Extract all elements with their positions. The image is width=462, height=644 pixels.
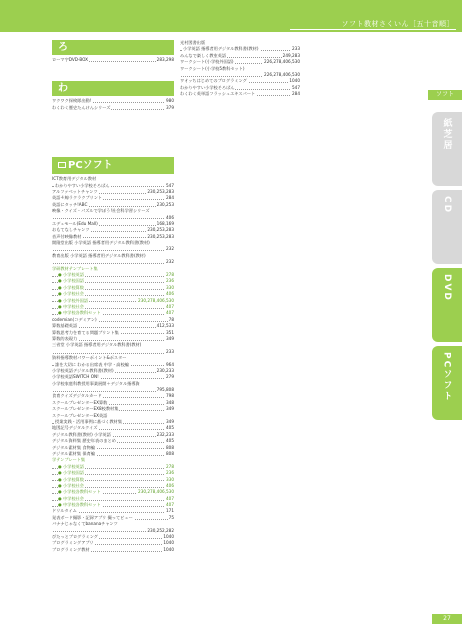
header-title: ソフト教材さくいん［五十音順］	[341, 20, 454, 28]
entry-page: 407	[166, 303, 174, 309]
entry-title: ローマ字DVD-BOX	[52, 57, 89, 62]
entry-page: 278	[166, 463, 174, 469]
index-entry	[52, 57, 174, 63]
index-entry	[52, 105, 174, 111]
entry-page: 230,233	[156, 367, 174, 373]
entry-page: 230,278,406,530	[138, 297, 174, 303]
header-bar	[0, 0, 462, 32]
entry-title	[52, 259, 53, 264]
entry-page: 283,298	[156, 57, 174, 62]
index-column-left	[52, 40, 174, 553]
entry-title: ● 中学校各教科セット	[58, 310, 101, 316]
section-header-ro: ろ	[52, 40, 174, 55]
tab-pc-soft[interactable]	[432, 346, 462, 420]
entry-page: 406	[166, 482, 174, 488]
entry-title	[52, 349, 53, 354]
entry-title: プログラミング教材	[52, 546, 90, 552]
entry-page: 980	[166, 98, 174, 104]
index-column-middle	[180, 40, 300, 98]
entry-title: ワークシート(小学校5教科セット)	[180, 65, 245, 71]
tab-kamishibai[interactable]	[432, 112, 462, 186]
entry-page: 230,253,283	[147, 188, 174, 194]
header-rule	[290, 29, 456, 30]
entry-title: 小学校英語SWITCH ON!	[52, 374, 99, 380]
entry-page: 547	[292, 84, 300, 90]
entry-page: 236	[166, 470, 174, 476]
entry-title: アルファベットチャンツ	[52, 188, 98, 194]
entry-title: ● 小学校国語	[58, 470, 84, 476]
entry-page: 230,253,283	[147, 227, 174, 233]
entry-title	[52, 215, 53, 220]
entry-page: 171	[166, 508, 174, 514]
entry-title: ぴたっとプログラミング	[52, 534, 98, 540]
entry-page: 279	[166, 374, 174, 380]
section-title-pc: PCソフト	[68, 160, 113, 172]
entry-title: 小学校家庭科教授用事業展開＋デジタル指導資	[52, 380, 140, 386]
entry-title: スクールプレゼンターEX算数	[52, 399, 108, 405]
entry-title: ● 小学校社会	[58, 482, 84, 488]
entry-title: みんなで楽しく教室英語	[180, 52, 227, 58]
entry-page: 1040	[163, 546, 174, 552]
entry-title: ● 中学校社会	[58, 303, 84, 309]
entry-page: 284	[166, 195, 174, 201]
entry-title: 光村図書出版	[180, 40, 206, 45]
entry-title: 教育出版 小学英語 指導者用デジタル教科書(教材)	[52, 252, 146, 258]
tab-label: PCソフト	[441, 352, 452, 403]
entry-page: 284	[292, 91, 300, 97]
entry-page: 407	[166, 502, 174, 508]
entry-page: 78	[168, 316, 174, 322]
entry-title: 地図記号デジタルクイズ	[52, 425, 98, 431]
entry-title	[180, 72, 181, 77]
entry-page: 406	[166, 214, 174, 220]
entry-title: 小学校英語デジタル教科書(教材)	[52, 367, 114, 373]
entry-page: 351	[166, 329, 174, 335]
entry-title: 算数的表現力	[52, 335, 78, 341]
entry-title: デジタル素材集 食物編	[52, 444, 95, 450]
index-entry	[180, 91, 300, 97]
entry-page: 405	[166, 438, 174, 444]
entry-page: 349	[166, 419, 174, 425]
entry-title: わかりやすい小学校そろばん	[55, 182, 110, 188]
entry-page: 330	[166, 284, 174, 290]
index-entry	[52, 547, 174, 553]
leader-dots	[52, 250, 174, 251]
entry-page: 232	[166, 259, 174, 265]
entry-title: ● 小学校各教科セット	[58, 489, 101, 495]
entry-title: ● 小学校社会	[58, 291, 84, 297]
leader-dots	[52, 353, 174, 354]
entry-page: 1040	[163, 534, 174, 540]
pc-monitor-icon	[58, 162, 66, 168]
entry-title: 算数思考力を育てる問題プリント集	[52, 329, 119, 335]
entry-title: わかりやすい小学校そろばん	[180, 84, 235, 90]
entry-page: 236	[166, 278, 174, 284]
entry-title: ICT教育用デジタル教材	[52, 176, 97, 182]
entry-title: 三省堂 小学英語 指導者用デジタル教科書(教材)	[52, 342, 142, 348]
entry-page: 406	[166, 291, 174, 297]
entry-page: 230,252,282	[147, 527, 174, 533]
entry-page: 795,808	[156, 387, 174, 393]
entry-page: 798	[166, 393, 174, 399]
entry-page: 412,533	[156, 323, 174, 329]
entry-title: 誰を大切に わかる出席表 中学・高校編	[55, 361, 129, 367]
entry-title: 食育クイズデジタルカード	[52, 393, 102, 399]
tab-dvd[interactable]	[432, 268, 462, 342]
entry-title: 算数基礎英語	[52, 323, 78, 329]
entry-page: 349	[166, 335, 174, 341]
entry-title: ドリルタイム	[52, 508, 77, 514]
entry-page: 349	[166, 406, 174, 412]
entry-title: ● 小学校算数	[58, 476, 84, 482]
entry-title: 小学英語 指導者用デジタル教科書(教材)	[183, 46, 259, 52]
entry-title: 授業実践・活用事例に基づく教材集	[55, 419, 123, 425]
entry-page: 407	[166, 310, 174, 316]
entry-page: 547	[166, 182, 174, 188]
entry-page: 230,278,406,530	[138, 489, 174, 495]
entry-page: 230,253,283	[147, 233, 174, 239]
section-list-pc	[52, 176, 174, 553]
entry-page: 233	[166, 348, 174, 354]
entry-page: 348	[166, 399, 174, 405]
entry-title: 開隆堂出版 小学英語 指導者用デジタル教科書(教材)	[52, 240, 150, 246]
entry-title: ● 小学校英語	[58, 463, 84, 469]
section-list-wa	[52, 98, 174, 111]
entry-title: 学研教材テンプレート集	[52, 265, 98, 271]
entry-page: 1040	[163, 540, 174, 546]
entry-page: 407	[166, 495, 174, 501]
entry-title: スクールプレゼンターEX英語	[52, 412, 108, 418]
entry-title: ● 中学校各教科セット	[58, 502, 101, 508]
entry-title: ● 小学校外国語	[58, 297, 89, 303]
section-list-middle	[180, 40, 300, 98]
entry-title: ワークシート(小学校外国語)	[180, 59, 234, 65]
tab-label: 紙芝居	[441, 118, 452, 151]
entry-title: 英語にタッチ!ABC	[52, 201, 88, 207]
entry-title: ● 中学校社会	[58, 495, 84, 501]
entry-title: ● 小学校英語	[58, 272, 84, 278]
entry-title: 学テンプレート集	[52, 457, 86, 463]
entry-title: デジタル素材集 保育編	[52, 450, 95, 456]
entry-title: スクールプレゼンターEX8校教材集	[52, 406, 119, 412]
entry-title: わくわく英単語フラッシュエキスパート	[180, 91, 256, 97]
entry-title: 英語４線ラクラクプリント	[52, 195, 103, 201]
entry-page: 226,278,406,530	[264, 59, 300, 65]
tab-label: CD	[442, 196, 452, 215]
page-number: 27	[432, 614, 462, 624]
entry-page: 232,233	[156, 431, 174, 437]
leader-dots	[52, 218, 174, 219]
entry-title: わくわく歴史たんけんシリーズ	[52, 104, 111, 110]
entry-page: 233	[292, 46, 300, 52]
entry-title: 発表ボード撮影・記録アプリ 撮ってビュー	[52, 514, 133, 520]
entry-page: 168,169	[156, 220, 174, 226]
section-header-wa: わ	[52, 81, 174, 96]
entry-page: 75	[168, 514, 174, 520]
entry-title: プログラミングアプリ	[52, 540, 94, 546]
entry-title: ワクワク探検隊出動!	[52, 98, 92, 104]
entry-title: 資料指導教材パワーポイント&ポスター	[52, 355, 127, 361]
entry-page: 278	[166, 272, 174, 278]
entry-title: エデュモール(Edu Mall)	[52, 220, 98, 226]
entry-page: 1040	[289, 78, 300, 84]
entry-page: 379	[166, 104, 174, 110]
tab-cd[interactable]	[432, 190, 462, 264]
entry-title: ワオッちはじめてのプログラミング	[180, 78, 247, 84]
entry-page: 249,283	[282, 52, 300, 58]
entry-page: 405	[166, 425, 174, 431]
tab-label: DVD	[442, 274, 452, 302]
entry-title: デジタル教科書(教材) 小学英語	[52, 431, 111, 437]
entry-title	[52, 387, 53, 392]
entry-title: バナナじゃなくてbananaチャンツ	[52, 521, 118, 527]
leader-dots	[52, 263, 174, 264]
entry-title: codemian(コデミアン)	[52, 316, 97, 322]
entry-page: 808	[166, 444, 174, 450]
entry-title: 映像・クイズ・パズルで学ぼう!社会科学習シリーズ	[52, 208, 150, 214]
entry-title: デジタル資料集 歴史年表のまとめ	[52, 438, 116, 444]
entry-title: ● 小学校国語	[58, 278, 84, 284]
entry-page: 330	[166, 476, 174, 482]
entry-page: 232	[166, 246, 174, 252]
section-list-ro	[52, 57, 174, 63]
entry-title: ● 小学校算数	[58, 284, 84, 290]
entry-page: 808	[166, 450, 174, 456]
entry-page: 226,278,406,530	[264, 71, 300, 77]
entry-page: 964	[166, 361, 174, 367]
entry-title: 音声付映像教材	[52, 233, 82, 239]
entry-title: おもてなしチャンツ	[52, 227, 90, 233]
section-header-pc	[52, 157, 174, 174]
entry-page: 230,253	[156, 201, 174, 207]
entry-title	[52, 528, 53, 533]
side-label-soft[interactable]: ソフト	[428, 90, 462, 100]
entry-title	[52, 246, 53, 251]
